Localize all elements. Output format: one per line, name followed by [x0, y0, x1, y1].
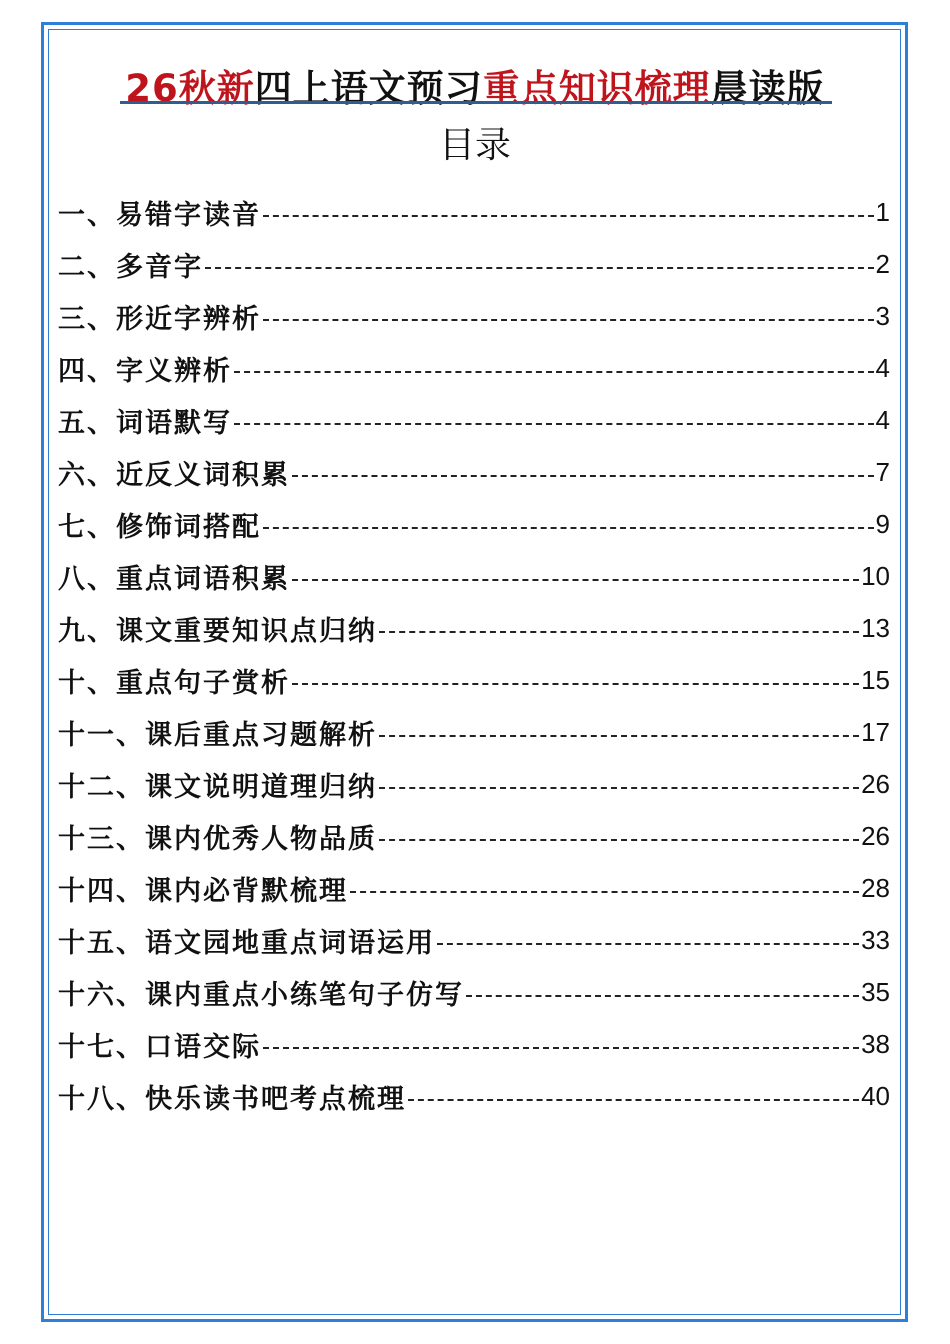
toc-leader-dashes [408, 1099, 859, 1101]
toc-leader-dashes [379, 839, 859, 841]
toc-leader-dashes [263, 215, 874, 217]
toc-leader-dashes [292, 475, 874, 477]
toc-entry-label: 十、重点句子赏析 [58, 667, 290, 699]
title-mid: 四上语文预习 [254, 67, 483, 110]
toc-entry[interactable] [58, 758, 890, 810]
toc-leader-dashes [379, 735, 859, 737]
toc-leader-dashes [263, 319, 874, 321]
toc-entry-label: 二、多音字 [58, 251, 203, 283]
toc-entry[interactable] [58, 498, 890, 550]
toc-entry[interactable] [58, 966, 890, 1018]
toc-entry-page: 28 [861, 872, 890, 903]
toc-entry-page: 4 [875, 404, 890, 435]
toc-leader-dashes [292, 579, 859, 581]
table-of-contents [58, 186, 890, 1122]
toc-leader-dashes [437, 943, 859, 945]
toc-entry-label: 十七、口语交际 [58, 1031, 261, 1063]
toc-leader-dashes [263, 527, 874, 529]
toc-entry[interactable] [58, 914, 890, 966]
toc-entry-page: 2 [875, 248, 890, 279]
toc-leader-dashes [292, 683, 859, 685]
title-suffix: 晨读版 [710, 67, 825, 110]
toc-entry-page: 26 [861, 820, 890, 851]
toc-leader-dashes [234, 371, 874, 373]
toc-entry[interactable] [58, 550, 890, 602]
toc-entry[interactable] [58, 706, 890, 758]
toc-entry-page: 33 [861, 924, 890, 955]
toc-leader-dashes [234, 423, 874, 425]
toc-entry-page: 13 [861, 612, 890, 643]
toc-entry-page: 9 [875, 508, 890, 539]
title-prefix: 26秋新 [125, 67, 255, 110]
toc-entry-page: 7 [875, 456, 890, 487]
toc-entry[interactable] [58, 186, 890, 238]
toc-entry-page: 15 [861, 664, 890, 695]
toc-entry-label: 十六、课内重点小练笔句子仿写 [58, 979, 464, 1011]
toc-entry-label: 五、词语默写 [58, 407, 232, 439]
toc-entry-label: 十四、课内必背默梳理 [58, 875, 348, 907]
toc-entry-page: 38 [861, 1028, 890, 1059]
toc-entry[interactable] [58, 654, 890, 706]
toc-leader-dashes [379, 787, 859, 789]
toc-entry-label: 六、近反义词积累 [58, 459, 290, 491]
toc-entry-label: 一、易错字读音 [58, 199, 261, 231]
toc-entry[interactable] [58, 862, 890, 914]
title-underline [120, 101, 832, 104]
toc-entry-page: 17 [861, 716, 890, 747]
title-highlight: 重点知识梳理 [482, 67, 711, 110]
toc-entry[interactable] [58, 602, 890, 654]
toc-entry-page: 3 [875, 300, 890, 331]
toc-entry[interactable] [58, 1018, 890, 1070]
toc-entry[interactable] [58, 810, 890, 862]
toc-entry-page: 40 [861, 1080, 890, 1111]
toc-entry-label: 八、重点词语积累 [58, 563, 290, 595]
toc-leader-dashes [205, 267, 874, 269]
toc-entry-page: 1 [875, 196, 890, 227]
toc-entry[interactable] [58, 238, 890, 290]
toc-entry[interactable] [58, 394, 890, 446]
toc-entry[interactable] [58, 342, 890, 394]
toc-heading: 目录 [438, 125, 511, 166]
toc-entry-label: 九、课文重要知识点归纳 [58, 615, 377, 647]
toc-entry-page: 4 [875, 352, 890, 383]
toc-entry-label: 十三、课内优秀人物品质 [58, 823, 377, 855]
toc-leader-dashes [350, 891, 859, 893]
toc-entry[interactable] [58, 1070, 890, 1122]
toc-entry-page: 35 [861, 976, 890, 1007]
toc-leader-dashes [263, 1047, 859, 1049]
toc-entry-label: 四、字义辨析 [58, 355, 232, 387]
toc-entry-label: 十五、语文园地重点词语运用 [58, 927, 435, 959]
toc-entry-page: 10 [861, 560, 890, 591]
toc-entry-page: 26 [861, 768, 890, 799]
toc-leader-dashes [466, 995, 859, 997]
toc-entry-label: 十二、课文说明道理归纳 [58, 771, 377, 803]
toc-entry-label: 十一、课后重点习题解析 [58, 719, 377, 751]
toc-leader-dashes [379, 631, 859, 633]
toc-entry-label: 十八、快乐读书吧考点梳理 [58, 1083, 406, 1115]
toc-entry[interactable] [58, 290, 890, 342]
toc-entry-label: 三、形近字辨析 [58, 303, 261, 335]
toc-entry[interactable] [58, 446, 890, 498]
toc-entry-label: 七、修饰词搭配 [58, 511, 261, 543]
